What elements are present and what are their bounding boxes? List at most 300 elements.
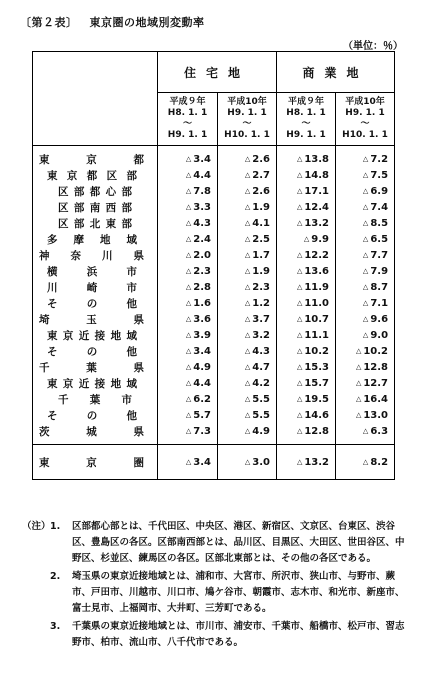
value: 19.5 (304, 393, 330, 405)
corner-cell (33, 52, 158, 146)
value-cell (277, 215, 336, 231)
negative-mark: △ (296, 282, 303, 291)
value-cell (158, 146, 218, 168)
value-cell (336, 343, 395, 359)
row-label (33, 391, 158, 407)
value-cell (336, 263, 395, 279)
value: 3.9 (193, 329, 211, 341)
value: 10.7 (304, 313, 330, 325)
value-cell (158, 375, 218, 391)
negative-mark: △ (185, 457, 192, 466)
note-item (22, 519, 412, 567)
row-label (33, 423, 158, 445)
value: 1.6 (193, 297, 211, 309)
table-number: 〔第２表〕 (20, 16, 78, 29)
negative-mark: △ (362, 457, 369, 466)
period-line: 平成９年 (169, 97, 206, 107)
period-line: H8. 1. 1 (286, 108, 326, 118)
negative-mark: △ (362, 314, 369, 323)
note-lead: （注） (22, 521, 51, 532)
group-header-row (33, 52, 395, 93)
negative-mark: △ (296, 250, 303, 259)
value-cell (277, 407, 336, 423)
value: 11.0 (304, 297, 330, 309)
value-cell (218, 391, 277, 407)
value: 4.1 (252, 217, 271, 229)
table-row (33, 359, 395, 375)
negative-mark: △ (296, 154, 303, 163)
table-row (33, 343, 395, 359)
value: 7.9 (370, 265, 389, 277)
row-label-text: 多 摩 地 域 (47, 233, 137, 246)
row-label (33, 146, 158, 168)
table-row (33, 423, 395, 445)
value: 12.8 (363, 361, 389, 373)
row-label (33, 359, 158, 375)
negative-mark: △ (296, 410, 303, 419)
negative-mark: △ (185, 234, 192, 243)
negative-mark: △ (185, 314, 192, 323)
value: 4.7 (252, 361, 271, 373)
value: 13.0 (363, 409, 389, 421)
value-cell (218, 279, 277, 295)
period-header (336, 93, 395, 146)
value-cell (336, 327, 395, 343)
negative-mark: △ (185, 346, 192, 355)
value-cell (218, 183, 277, 199)
unit-label: （単位：％） (343, 41, 403, 52)
negative-mark: △ (185, 250, 192, 259)
negative-mark: △ (296, 362, 303, 371)
value-cell (218, 247, 277, 263)
value-cell (218, 343, 277, 359)
value-cell (277, 183, 336, 199)
group-header-commercial: 商業地 (277, 52, 395, 93)
value: 7.8 (193, 185, 211, 197)
note-text: 埼玉県の東京近接地域とは、浦和市、大宮市、所沢市、狭山市、与野市、蕨市、戸田市、川越市、川口市、鳩ケ谷市、朝霞市、志木市、和光市、新座市、富士見市、上福岡市、大井町、三芳町である。 (72, 571, 405, 614)
value: 3.4 (193, 345, 211, 357)
negative-mark: △ (244, 202, 251, 211)
negative-mark: △ (244, 250, 251, 259)
note-item (22, 569, 412, 617)
negative-mark: △ (185, 378, 192, 387)
row-label-text: 東 京 近 接 地 域 (47, 329, 137, 342)
table-row (33, 263, 395, 279)
negative-mark: △ (185, 410, 192, 419)
value-cell (336, 359, 395, 375)
value: 2.7 (252, 169, 271, 181)
value-cell (277, 146, 336, 168)
value-cell (336, 215, 395, 231)
value: 4.9 (193, 361, 211, 373)
value: 4.9 (252, 425, 271, 437)
row-label-text: 神 奈 川 県 (39, 249, 144, 262)
value-cell (158, 231, 218, 247)
value: 7.1 (370, 297, 389, 309)
value-cell (336, 407, 395, 423)
value-cell (218, 407, 277, 423)
table-body (33, 146, 395, 480)
value-cell (218, 375, 277, 391)
table-row (33, 167, 395, 183)
value: 13.2 (304, 217, 330, 229)
value-cell (158, 215, 218, 231)
value: 10.2 (363, 345, 389, 357)
table-row (33, 247, 395, 263)
row-label (33, 263, 158, 279)
value-cell (158, 279, 218, 295)
period-line: 平成10年 (227, 97, 267, 107)
row-label-text: 川 崎 市 (47, 281, 137, 294)
negative-mark: △ (244, 378, 251, 387)
group-header-residential: 住宅地 (158, 52, 277, 93)
value: 8.2 (370, 456, 389, 468)
value: 3.6 (193, 313, 211, 325)
value: 4.3 (193, 217, 211, 229)
negative-mark: △ (362, 170, 369, 179)
value-cell (218, 215, 277, 231)
value: 4.3 (252, 345, 271, 357)
value: 16.4 (363, 393, 389, 405)
value: 9.6 (370, 313, 389, 325)
value-cell (218, 423, 277, 445)
negative-mark: △ (296, 378, 303, 387)
negative-mark: △ (244, 154, 251, 163)
value: 7.2 (370, 153, 389, 165)
table-row (33, 279, 395, 295)
note-text: 区部都心部とは、千代田区、中央区、港区、新宿区、文京区、台東区、渋谷区、豊島区の各区。区部南西部とは、品川区、目黒区、大田区、世田谷区、中野区、杉並区、練馬区の各区。区部北東部とは、その他の各区である。 (72, 521, 405, 564)
period-line: 平成10年 (345, 97, 385, 107)
table-row (33, 215, 395, 231)
value: 1.2 (252, 297, 271, 309)
row-label (33, 343, 158, 359)
negative-mark: △ (244, 298, 251, 307)
value: 2.5 (252, 233, 271, 245)
table-row (33, 199, 395, 215)
period-line: ～ (301, 119, 311, 129)
negative-mark: △ (244, 218, 251, 227)
value-cell (277, 295, 336, 311)
negative-mark: △ (362, 154, 369, 163)
value: 11.9 (304, 281, 330, 293)
value-cell (218, 445, 277, 480)
value-cell (158, 423, 218, 445)
row-label-text: 区 部 都 心 部 (58, 185, 132, 198)
negative-mark: △ (244, 346, 251, 355)
value-cell (277, 343, 336, 359)
period-line: ～ (360, 119, 370, 129)
row-label-text: 千 葉 県 (39, 361, 144, 374)
row-label-text: そ の 他 (47, 297, 137, 310)
negative-mark: △ (185, 218, 192, 227)
total-row (33, 445, 395, 480)
negative-mark: △ (244, 426, 251, 435)
period-line: ～ (242, 119, 252, 129)
row-label (33, 407, 158, 423)
negative-mark: △ (296, 298, 303, 307)
value: 1.9 (252, 265, 271, 277)
value: 4.4 (193, 169, 211, 181)
period-header (277, 93, 336, 146)
value-cell (336, 146, 395, 168)
table-row (33, 295, 395, 311)
value: 6.5 (370, 233, 389, 245)
row-label (33, 445, 158, 480)
table-title (20, 14, 205, 30)
value: 3.4 (193, 153, 211, 165)
value: 13.2 (304, 456, 330, 468)
value: 5.5 (252, 393, 271, 405)
value-cell (336, 375, 395, 391)
value: 3.3 (193, 201, 211, 213)
value-cell (336, 391, 395, 407)
value-cell (277, 375, 336, 391)
value: 8.5 (370, 217, 389, 229)
value: 4.2 (252, 377, 271, 389)
period-line: H8. 1. 1 (167, 108, 208, 118)
value: 14.8 (304, 169, 330, 181)
negative-mark: △ (362, 426, 369, 435)
data-table (32, 51, 395, 480)
value-cell (158, 295, 218, 311)
row-label (33, 327, 158, 343)
value-cell (277, 423, 336, 445)
table-row (33, 146, 395, 168)
value: 3.2 (252, 329, 271, 341)
value: 13.8 (304, 153, 330, 165)
row-label-text: 埼 玉 県 (39, 313, 144, 326)
negative-mark: △ (296, 218, 303, 227)
value: 5.7 (193, 409, 211, 421)
row-label-text: 横 浜 市 (47, 265, 137, 278)
value-cell (336, 199, 395, 215)
value: 1.7 (252, 249, 271, 261)
value: 9.9 (311, 233, 330, 245)
negative-mark: △ (244, 186, 251, 195)
row-label (33, 295, 158, 311)
negative-mark: △ (185, 202, 192, 211)
table-row (33, 327, 395, 343)
row-label-text: そ の 他 (47, 409, 137, 422)
period-line: ～ (182, 119, 192, 129)
value: 2.3 (252, 281, 271, 293)
value-cell (277, 167, 336, 183)
negative-mark: △ (185, 394, 192, 403)
row-label-text: そ の 他 (47, 345, 137, 358)
negative-mark: △ (296, 394, 303, 403)
value-cell (336, 445, 395, 480)
negative-mark: △ (185, 426, 192, 435)
period-line: 平成９年 (288, 97, 325, 107)
value: 4.4 (193, 377, 211, 389)
negative-mark: △ (185, 154, 192, 163)
value: 5.5 (252, 409, 271, 421)
negative-mark: △ (355, 394, 362, 403)
table-row (33, 311, 395, 327)
value-cell (218, 146, 277, 168)
row-label-text: 東 京 近 接 地 域 (47, 377, 137, 390)
value-cell (158, 247, 218, 263)
value-cell (158, 167, 218, 183)
value: 11.1 (304, 329, 330, 341)
period-line: H10. 1. 1 (224, 130, 270, 140)
value: 12.7 (363, 377, 389, 389)
value-cell (158, 311, 218, 327)
value-cell (336, 279, 395, 295)
value-cell (218, 263, 277, 279)
negative-mark: △ (296, 266, 303, 275)
negative-mark: △ (185, 330, 192, 339)
row-label (33, 199, 158, 215)
negative-mark: △ (296, 330, 303, 339)
row-label (33, 375, 158, 391)
value-cell (218, 231, 277, 247)
value: 3.4 (193, 456, 211, 468)
value-cell (158, 407, 218, 423)
period-header (218, 93, 277, 146)
negative-mark: △ (355, 410, 362, 419)
negative-mark: △ (296, 170, 303, 179)
notes-section (22, 519, 412, 653)
table-row (33, 183, 395, 199)
row-label-text: 区 部 北 東 部 (58, 217, 132, 230)
value-cell (277, 263, 336, 279)
value: 6.2 (193, 393, 211, 405)
negative-mark: △ (244, 266, 251, 275)
value-cell (277, 359, 336, 375)
row-label-text: 東 京 都 区 部 (47, 169, 137, 182)
negative-mark: △ (362, 282, 369, 291)
table-title-text: 東京圏の地域別変動率 (89, 16, 205, 29)
negative-mark: △ (296, 202, 303, 211)
value: 13.6 (304, 265, 330, 277)
value-cell (277, 445, 336, 480)
negative-mark: △ (362, 298, 369, 307)
value-cell (158, 391, 218, 407)
value: 7.3 (193, 425, 211, 437)
table-row (33, 407, 395, 423)
row-label-text: 区 部 南 西 部 (58, 201, 132, 214)
negative-mark: △ (362, 330, 369, 339)
value-cell (158, 327, 218, 343)
row-label-text: 千 葉 市 (58, 393, 132, 406)
note-item (22, 619, 412, 651)
negative-mark: △ (244, 362, 251, 371)
row-label (33, 279, 158, 295)
negative-mark: △ (303, 234, 310, 243)
value: 7.7 (370, 249, 389, 261)
note-lead (22, 619, 50, 651)
value: 9.0 (370, 329, 389, 341)
value-cell (336, 183, 395, 199)
row-label-text: 東 京 圏 (39, 456, 144, 469)
negative-mark: △ (185, 186, 192, 195)
value: 1.9 (252, 201, 271, 213)
value: 12.4 (304, 201, 330, 213)
value: 2.6 (252, 185, 271, 197)
negative-mark: △ (244, 234, 251, 243)
value: 2.3 (193, 265, 211, 277)
value: 6.9 (370, 185, 389, 197)
value-cell (218, 359, 277, 375)
value-cell (336, 247, 395, 263)
value-cell (336, 295, 395, 311)
negative-mark: △ (296, 426, 303, 435)
negative-mark: △ (355, 346, 362, 355)
value-cell (158, 199, 218, 215)
value-cell (158, 183, 218, 199)
value-cell (158, 343, 218, 359)
value-cell (158, 445, 218, 480)
negative-mark: △ (244, 457, 251, 466)
negative-mark: △ (244, 282, 251, 291)
value-cell (336, 311, 395, 327)
negative-mark: △ (244, 410, 251, 419)
value: 15.7 (304, 377, 330, 389)
value: 2.4 (193, 233, 211, 245)
period-line: H10. 1. 1 (342, 130, 388, 140)
negative-mark: △ (362, 250, 369, 259)
table-row (33, 391, 395, 407)
table-row (33, 375, 395, 391)
value-cell (158, 263, 218, 279)
note-number: 1. (50, 521, 61, 532)
value: 2.6 (252, 153, 271, 165)
value: 17.1 (304, 185, 330, 197)
negative-mark: △ (362, 218, 369, 227)
value-cell (277, 327, 336, 343)
negative-mark: △ (244, 314, 251, 323)
value-cell (277, 199, 336, 215)
value: 10.2 (304, 345, 330, 357)
row-label (33, 167, 158, 183)
value: 7.5 (370, 169, 389, 181)
negative-mark: △ (355, 378, 362, 387)
negative-mark: △ (185, 266, 192, 275)
value: 2.0 (193, 249, 211, 261)
negative-mark: △ (362, 186, 369, 195)
value-cell (218, 167, 277, 183)
note-lead (22, 569, 50, 617)
value-cell (218, 327, 277, 343)
negative-mark: △ (296, 457, 303, 466)
value: 3.0 (252, 456, 271, 468)
negative-mark: △ (185, 362, 192, 371)
period-line: H9. 1. 1 (167, 130, 208, 140)
note-number: 2. (50, 571, 61, 582)
negative-mark: △ (244, 170, 251, 179)
row-label-text: 茨 城 県 (39, 425, 144, 438)
value-cell (336, 231, 395, 247)
note-number: 3. (50, 621, 61, 632)
value-cell (277, 247, 336, 263)
value: 2.8 (193, 281, 211, 293)
value-cell (218, 295, 277, 311)
value: 3.7 (252, 313, 271, 325)
row-label (33, 183, 158, 199)
negative-mark: △ (185, 170, 192, 179)
row-label (33, 247, 158, 263)
negative-mark: △ (362, 202, 369, 211)
negative-mark: △ (244, 330, 251, 339)
note-text: 千葉県の東京近接地域とは、市川市、浦安市、千葉市、船橋市、松戸市、習志野市、柏市、流山市、八千代市である。 (72, 621, 405, 648)
value: 15.3 (304, 361, 330, 373)
value-cell (277, 391, 336, 407)
negative-mark: △ (362, 234, 369, 243)
value-cell (158, 359, 218, 375)
table-row (33, 231, 395, 247)
row-label-text: 東 京 都 (39, 153, 144, 166)
